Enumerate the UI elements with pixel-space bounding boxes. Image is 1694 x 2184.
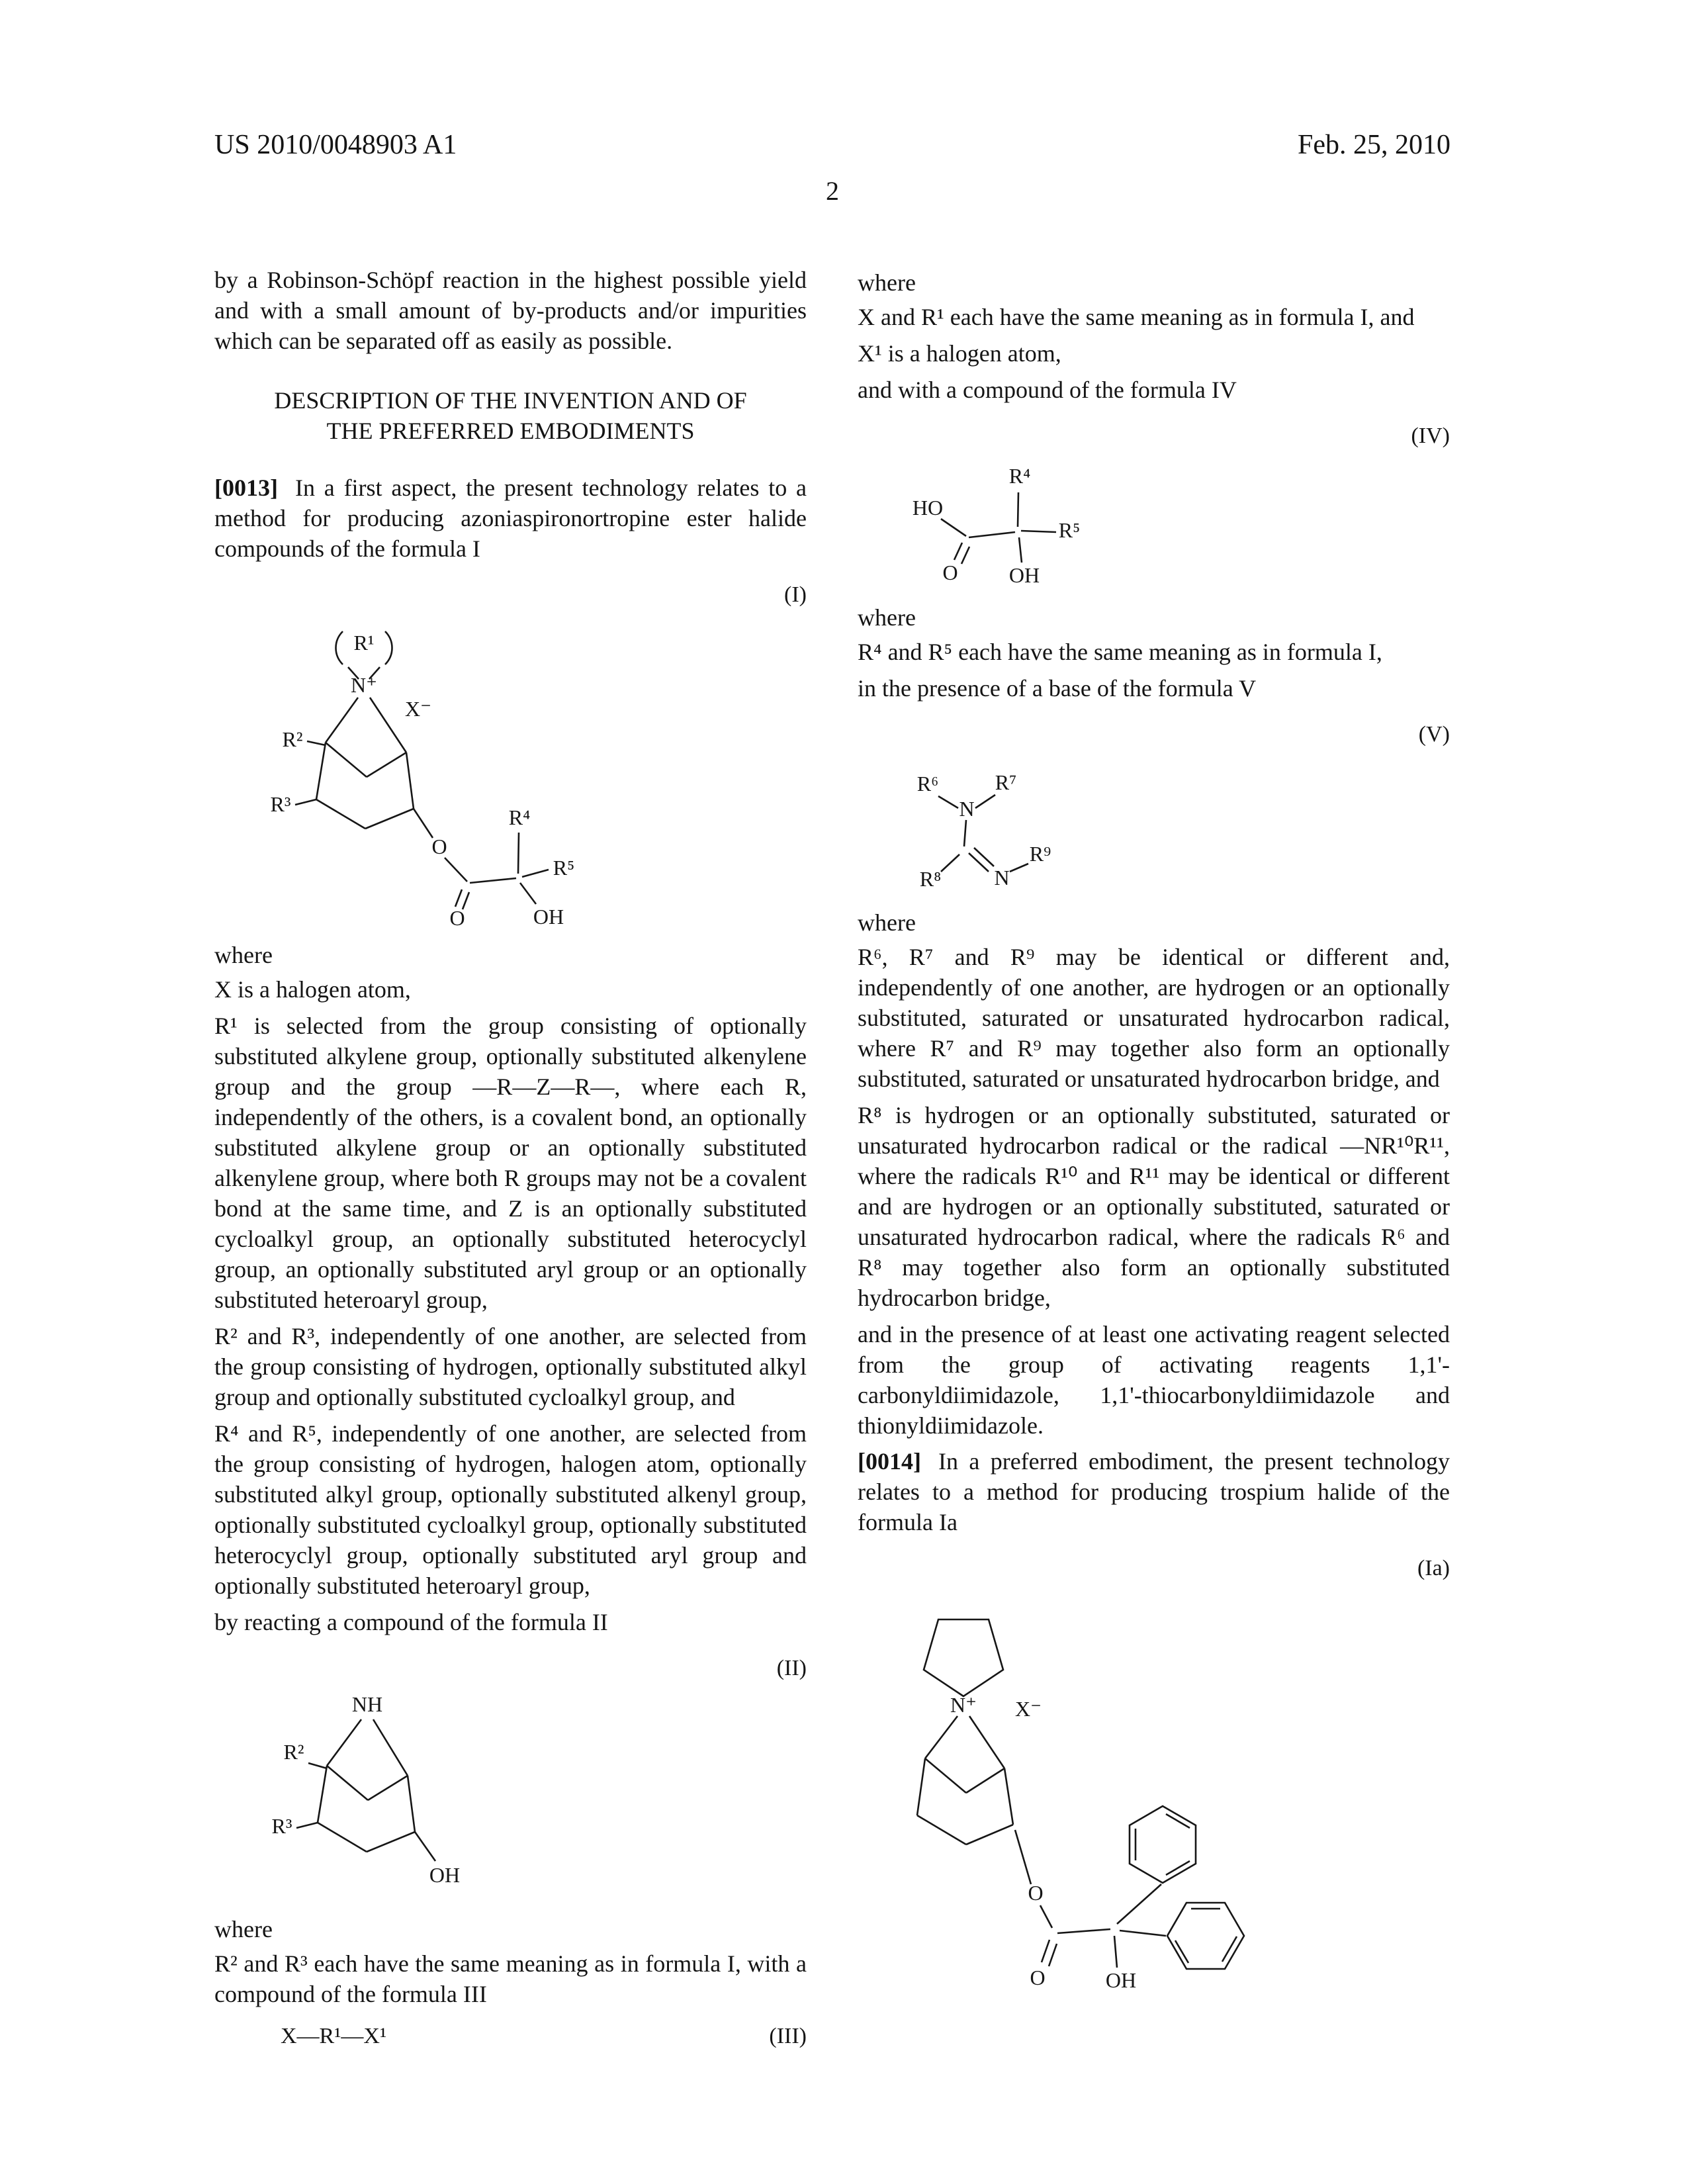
formula-v-block <box>858 719 1450 897</box>
atom-label-r4: R⁴ <box>1008 464 1031 488</box>
atom-label-oh: OH <box>1008 563 1040 587</box>
atom-label-r9: R⁹ <box>1029 842 1051 866</box>
atom-label-oh: OH <box>429 1863 461 1887</box>
atom-label-o-ester: O <box>1028 1881 1044 1905</box>
definition-r6-r7-r9: R⁶, R⁷ and R⁹ may be identical or different and, independently of one another, are hydrogen or an optionally substituted, saturated or unsaturated hydrocarbon radical, where R⁷ and R⁹ may together also form an optionally substituted, saturated or unsaturated hydrocarbon bridge, and <box>858 944 1450 1092</box>
atom-label-r2: R² <box>282 727 303 751</box>
intro-paragraph: by a Robinson-Schöpf reaction in the highest possible yield and with a small amount of by-products and/or impurities which can be separated off as easily as possible. <box>214 267 807 354</box>
definition-r8: R⁸ is hydrogen or an optionally substituted, saturated or unsaturated hydrocarbon radical or the radical —NR¹⁰R¹¹, where the radicals R¹⁰ and R¹¹ may be identical or different and are hydrogen or an optionally substituted, saturated or unsaturated hydrocarbon radical, where the radicals R⁶ and R⁸ may together also form an optionally substituted hydrocarbon bridge, <box>858 1102 1450 1311</box>
formula-i-bonds <box>295 631 549 909</box>
formula-i-label: (I) <box>784 582 807 607</box>
atom-label-n1: N <box>959 797 975 821</box>
atom-label-oh: OH <box>1105 1968 1137 1992</box>
formula-iii-label: (III) <box>769 2024 807 2048</box>
reacting-paragraph: by reacting a compound of the formula II <box>214 1609 608 1635</box>
r4-r5-meaning-paragraph: R⁴ and R⁵ each have the same meaning as in formula I, <box>858 639 1382 665</box>
definition-r4-r5: R⁴ and R⁵, independently of one another, are selected from the group consisting of hydrogen, halogen atom, optionally substituted alkyl group, optionally substituted alkenyl group, optionally substituted cycloalkyl group, optionally substituted heterocyclyl group, optionally substituted aryl group and optionally substituted heteroaryl group, <box>214 1420 807 1599</box>
atom-label-r8: R⁸ <box>919 867 942 891</box>
atom-label-n2: N <box>994 866 1010 889</box>
right-column <box>858 265 1450 2052</box>
formula-iv-intro: and with a compound of the formula IV <box>858 377 1237 403</box>
definition-r2-r3: R² and R³, independently of one another, are selected from the group consisting of hydrogen, optionally substituted alkyl group and optionally substituted cycloalkyl group, and <box>214 1323 807 1410</box>
atom-label-r2: R² <box>283 1740 304 1764</box>
formula-v-label: (V) <box>1418 722 1450 747</box>
where-line: where <box>858 604 916 631</box>
formula-i-block <box>214 580 807 929</box>
atom-label-nh: NH <box>351 1692 383 1716</box>
atom-label-o-carbonyl: O <box>1030 1966 1046 1989</box>
section-heading-line1: DESCRIPTION OF THE INVENTION AND OF <box>274 387 747 414</box>
paragraph-0013-tag: [0013] <box>214 475 278 501</box>
atom-label-x-minus: X⁻ <box>1015 1697 1042 1721</box>
left-column <box>214 265 807 2052</box>
atom-label-r7: R⁷ <box>995 770 1017 794</box>
where-line: where <box>858 269 916 296</box>
definition-r1: R¹ is selected from the group consisting of optionally substituted alkylene group, optionally substituted alkenylene group and the group —R—Z—R—, where each R, independently of the others, is a covalent bond, an optionally substituted alkylene group or an optionally substituted alkenylene group, where both R groups may not be a covalent bond at the same time, and Z is an optionally substituted cycloalkyl group, an optionally substituted heterocyclyl group, an optionally substituted aryl group or an optionally substituted heteroaryl group, <box>214 1013 807 1313</box>
definition-x-r1: X and R¹ each have the same meaning as in formula I, and <box>858 304 1415 330</box>
atom-label-x-minus: X⁻ <box>405 697 431 721</box>
definition-x1: X¹ is a halogen atom, <box>858 340 1061 367</box>
atom-label-r5: R⁵ <box>553 856 575 880</box>
atom-label-n-plus: N⁺ <box>351 673 377 697</box>
formula-v-structure <box>869 751 1280 897</box>
paragraph-0013-text: In a first aspect, the present technology relates to a method for producing azoniaspironortropine ester halide compounds of the formula I <box>214 475 807 562</box>
formula-ia-label: (Ia) <box>1417 1556 1450 1580</box>
atom-label-oh: OH <box>533 905 564 929</box>
patent-number: US 2010/0048903 A1 <box>214 130 457 160</box>
atom-label-r3: R³ <box>270 792 291 816</box>
publication-date: Feb. 25, 2010 <box>1298 130 1450 160</box>
formula-ia-block <box>858 1553 1450 2002</box>
paragraph-0014-tag: [0014] <box>858 1448 921 1475</box>
formula-iii-text: X—R¹—X¹ <box>281 2024 387 2048</box>
r2-r3-meaning-paragraph: R² and R³ each have the same meaning as in formula I, with a compound of the formula III <box>214 1950 807 2007</box>
formula-i-structure <box>226 612 637 929</box>
atom-label-ho: HO <box>912 496 944 520</box>
atom-label-r1: R¹ <box>353 631 375 655</box>
atom-label-o-carbonyl: O <box>449 906 465 929</box>
where-line: where <box>858 909 916 936</box>
formula-ii-block <box>214 1653 807 1903</box>
formula-iv-block <box>858 421 1450 592</box>
page-number: 2 <box>826 176 839 206</box>
atom-label-o-carbonyl: O <box>942 561 958 584</box>
atom-label-r4: R⁴ <box>508 805 531 829</box>
atom-label-r6: R⁶ <box>916 772 939 796</box>
section-heading <box>214 385 807 446</box>
formula-iv-structure <box>869 453 1280 592</box>
definition-x: X is a halogen atom, <box>214 976 411 1003</box>
atom-label-r3: R³ <box>271 1814 292 1838</box>
atom-label-n-plus: N⁺ <box>950 1693 977 1717</box>
base-intro-paragraph: in the presence of a base of the formula V <box>858 675 1257 702</box>
formula-ia-structure <box>869 1585 1280 2002</box>
paragraph-0013 <box>214 473 807 564</box>
paragraph-0014-text: In a preferred embodiment, the present technology relates to a method for producing trospium halide of the formula Ia <box>858 1448 1450 1535</box>
formula-ii-label: (II) <box>776 1656 807 1680</box>
formula-ii-structure <box>226 1685 637 1903</box>
paragraph-0014 <box>858 1446 1450 1537</box>
atom-label-r5: R⁵ <box>1058 518 1081 542</box>
activating-reagent-paragraph: and in the presence of at least one activating reagent selected from the group of activating reagents 1,1'-carbonyldiimidazole, 1,1'-thiocarbonyldiimidazole and thionyldiimidazole. <box>858 1321 1450 1439</box>
formula-iv-label: (IV) <box>1411 424 1450 448</box>
page-header <box>214 129 1450 161</box>
formula-ii-bonds <box>296 1719 435 1861</box>
two-column-layout <box>214 265 1450 2052</box>
section-heading-line2: THE PREFERRED EMBODIMENTS <box>326 418 695 444</box>
where-line: where <box>214 942 273 968</box>
where-line: where <box>214 1916 273 1942</box>
formula-ia-bonds <box>917 1619 1244 1969</box>
formula-iii-block <box>214 2021 807 2052</box>
atom-label-o-ester: O <box>431 835 447 858</box>
formula-v-bonds <box>938 795 1028 872</box>
formula-iv-bonds <box>941 492 1056 564</box>
